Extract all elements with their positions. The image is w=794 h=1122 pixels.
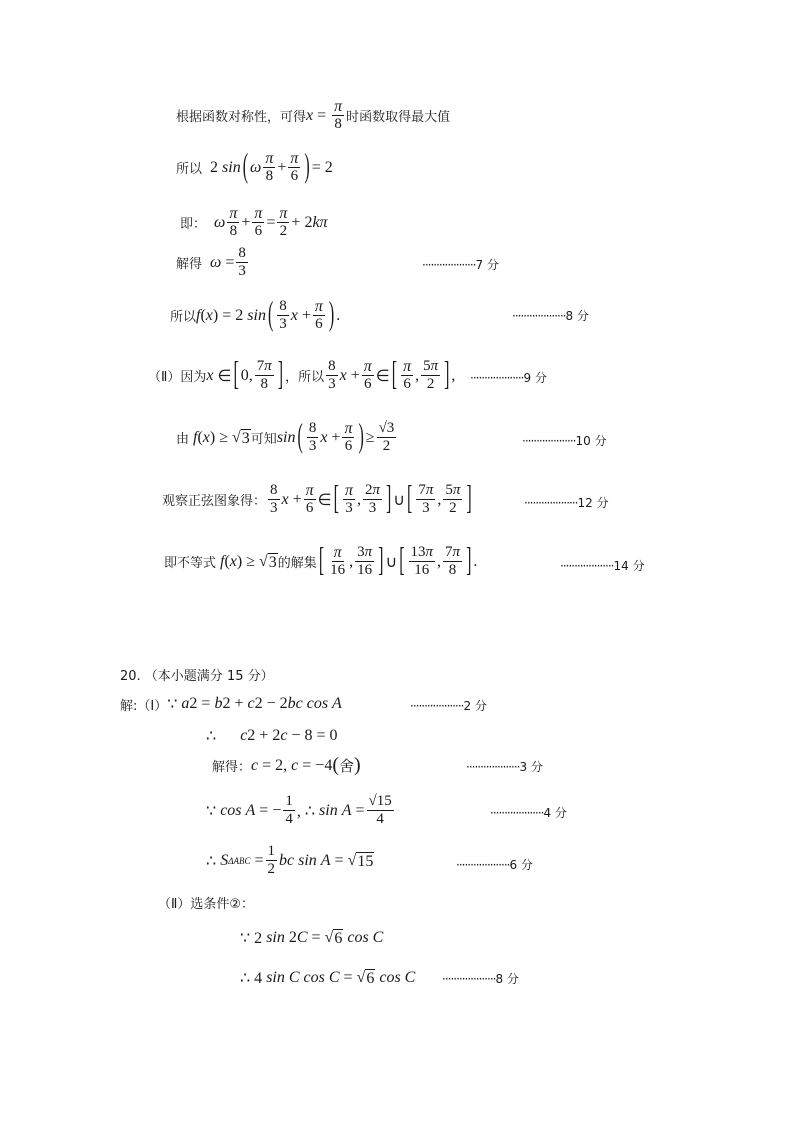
line-cos-sin-a: ∵ cos A = − $\frac{1}{4}$ , ∴ sin A = $\frac{√15}{4}$ [206,793,392,827]
line-fx: 所以 f ( x ) = 2 sin ( 8 3 x + $\frac{\pi}{6}$ ) . [170,296,341,333]
score-9: ···················9 分 [470,371,547,385]
score-2: ···················2 分 [410,699,487,713]
score-10: ···················10 分 [522,434,607,448]
line-part2-range: （Ⅱ）因为 x ∈ [ 0, 7π 8 ] ，所以 8 3 x + $\frac{\pi}{6}$ ∈ [ π 6 , 5π 2 ] , [148,356,456,393]
score-8: ···················8 分 [512,309,589,323]
score-14: ···················14 分 [560,559,645,573]
line-equation: 即： ω π 8 + $\frac{\pi}{6}$ = $\frac{\pi}{2}$ + 2 kπ [180,205,328,239]
line-area: ∴ S ΔABC = $\frac{1}{2}$ bc sin A = √ 15 [206,843,374,877]
score-4: ···················4 分 [490,806,567,820]
line-sin-equals-2: 所以 2 sin ( ω π 8 + $\frac{\pi}{6}$ ) = 2 [176,148,333,185]
score-12: ···················12 分 [524,496,609,510]
part2-condition: （Ⅱ）选条件②： [158,897,255,912]
score-8b: ···················8 分 [442,972,519,986]
score-7: ···················7 分 [422,258,499,272]
line-cosine-law: 解:（Ⅰ） ∵ a 2 = b 2 + c 2 − 2 bc cos A [120,695,342,714]
line-4sinc: ∴ 4 sin C cos C = √ 6 cos C [240,969,416,987]
line-sin2c: ∵ 2 sin 2 C = √ 6 cos C [240,929,384,947]
line-omega: 解得 ω = $\frac{8}{3}$ [176,245,246,279]
fraction: $\frac{\pi}{8}$ [334,98,343,132]
line-sine-graph: 观察正弦图象得： 8 3 x + $\frac{\pi}{6}$ ∈ [ π 3 , 2π 3 ] ∪ [ 7π 3 , 5π 2 ] [162,480,472,517]
line-symmetry: 根据函数对称性，可得 x = $\frac{\pi}{8}$ 时函数取得最大值 [176,98,451,132]
score-6: ···················6 分 [456,858,533,872]
line-quadratic: ∴ c 2 + 2 c − 8 = 0 [206,727,338,745]
line-inequality: 由 f ( x ) ≥ √ 3 可知 sin ( 8 3 x + $\frac{\pi}{6}$ ) ≥ $\frac{√3}{2}$ [176,418,395,455]
score-3: ···················3 分 [466,760,543,774]
line-solve-c: 解得： c = 2, c = −4 ( 舍 ) [212,754,361,776]
line-solution-set: 即不等式 f ( x ) ≥ √ 3 的解集 [ π 16 , 3π 16 ] ∪ [ 13π 16 , 7π 8 ] . [164,542,478,579]
question-20-title: 20. （本小题满分 15 分） [120,669,274,684]
